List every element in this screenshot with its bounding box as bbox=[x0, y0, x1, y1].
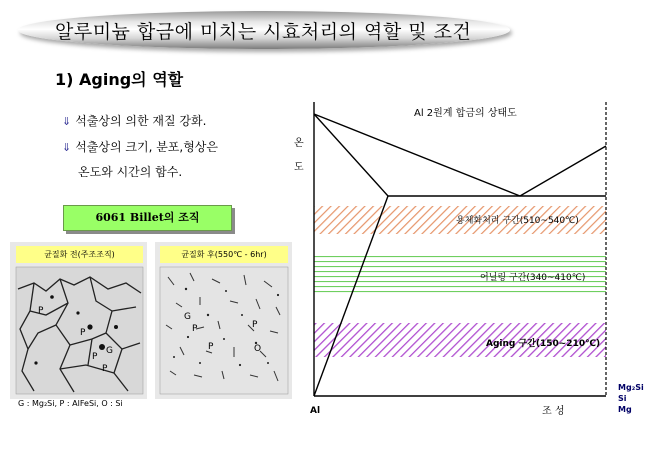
y-axis-label: 도 bbox=[294, 162, 304, 173]
phase-mark: P bbox=[38, 306, 44, 316]
phase-legend: G : Mg₂Si, P : AlFeSi, O : Si bbox=[18, 399, 123, 408]
x-right-label: Mg₂Si bbox=[618, 383, 644, 392]
phase-mark: P bbox=[80, 328, 86, 338]
band-label: Aging 구간(150~210℃) bbox=[486, 339, 601, 349]
micrograph-after-image bbox=[160, 267, 288, 394]
band-label: 용체화처리 구간(510~540℃) bbox=[456, 216, 579, 226]
phase-mark: P bbox=[92, 352, 98, 362]
micrograph-label-before: 균질화 전(주조조직) bbox=[16, 246, 143, 263]
solidus-line bbox=[314, 114, 606, 196]
phase-mark: P bbox=[102, 364, 108, 374]
micrograph-label-after: 균질화 후(550℃ - 6hr) bbox=[160, 246, 288, 263]
section-heading: 1) Aging의 역할 bbox=[55, 70, 184, 89]
band-label: 어닐링 구간(340~410℃) bbox=[480, 273, 586, 283]
x-right-label: Mg bbox=[618, 405, 632, 414]
x-right-label: Si bbox=[618, 394, 627, 403]
x-axis-label: 조 성 bbox=[542, 406, 565, 417]
page-title: 알루미늄 합금에 미치는 시효처리의 역할 및 조건 bbox=[55, 21, 472, 43]
phase-mark: P bbox=[252, 320, 258, 330]
phase-diagram bbox=[296, 96, 650, 426]
bullet-item bbox=[62, 138, 218, 155]
arrow-down-icon: ⇓ bbox=[62, 115, 72, 128]
phase-mark: P bbox=[208, 342, 214, 352]
x-left-label: Al bbox=[310, 406, 321, 416]
diagram-title: Al 2원계 합금의 상태도 bbox=[414, 108, 517, 119]
bullet-text: 석출상의 크기, 분포,형상은 bbox=[75, 140, 218, 154]
bullet-text: 석출상의 의한 재질 강화. bbox=[75, 114, 207, 128]
bullet-item bbox=[62, 112, 206, 129]
billet-structure-label: 6061 Billet의 조직 bbox=[63, 205, 232, 231]
bullet-continuation: 온도와 시간의 함수. bbox=[78, 165, 183, 179]
y-axis-label: 온 bbox=[294, 138, 304, 149]
liquidus-line bbox=[314, 114, 606, 196]
phase-mark: O bbox=[254, 344, 262, 354]
micrograph-before-image bbox=[16, 267, 143, 394]
phase-mark: G bbox=[106, 346, 113, 356]
phase-mark: P bbox=[192, 324, 198, 334]
phase-mark: G bbox=[184, 312, 191, 322]
arrow-down-icon: ⇓ bbox=[62, 141, 72, 154]
